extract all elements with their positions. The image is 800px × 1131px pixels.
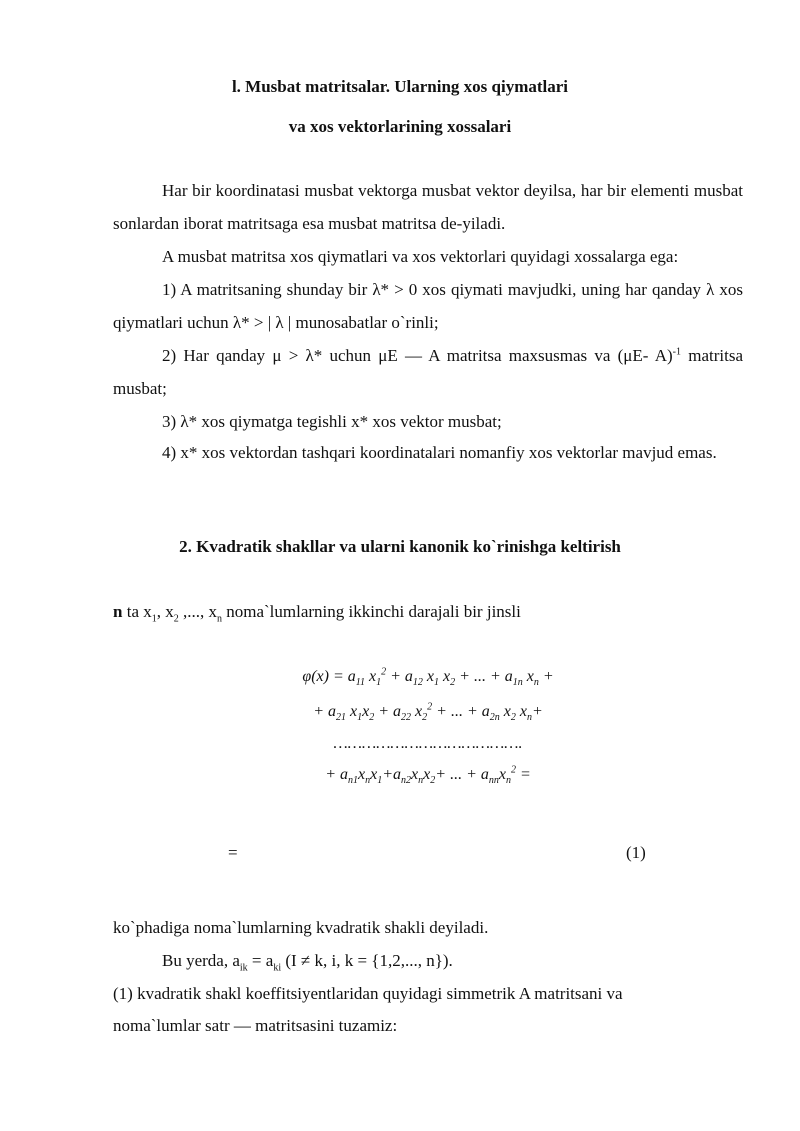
property-3: 3) λ* xos qiymatga tegishli x* xos vektor musbat; [162,412,502,431]
paragraph-matrix-line1: (1) kvadratik shakl koeffitsiyentlaridan quyidagi simmetrik A matritsani va [113,984,623,1003]
paragraph-definition-positive: Har bir koordinatasi musbat vektorga musbat vektor deyilsa, har bir elementi musbat sonlardan iborat matritsaga esa musbat matritsa de-yiladi. [113,181,743,233]
paragraph-where [162,951,453,974]
intro-rest: noma`lumlarning ikkinchi darajali bir jinsli [222,602,521,621]
section1-title-line1: l. Musbat matritsalar. Ularning xos qiymatlari [231,77,569,96]
intro-ta: ta x [122,602,152,621]
formula-dots: …………………………………. [333,735,523,752]
where-start: Bu yerda, a [162,951,240,970]
property-1: 1) A matritsaning shunday bir λ* > 0 xos qiymati mavjudki, uning har qanday λ xos qiymatlari uchun λ* > | λ | munosabatlar o`rinli; [113,280,743,332]
where-end: (I ≠ k, i, k = {1,2,..., n}). [281,951,453,970]
where-mid: = a [247,951,274,970]
sub-ki: ki [273,962,282,974]
formula-equals: = [228,843,238,862]
paragraph-quadratic-definition: ko`phadiga noma`lumlarning kvadratik shakli deyiladi. [113,918,489,937]
sub-ik: ik [239,962,248,974]
intro-line [113,602,521,625]
formula-line-1: $\varphi(x) = a_{11}$ $x_1^2 + a_{12}$ $x_1$ $x_2$ + ... + $a_{1n}$ $x_n$ + [302,666,554,689]
section2-title: 2. Kvadratik shakllar va ularni kanonik ko`rinishga keltirish [179,537,621,556]
paragraph-properties-intro: A musbat matritsa xos qiymatlari va xos vektorlari quyidagi xossalarga ega: [162,247,679,266]
property-4: 4) x* xos vektordan tashqari koordinatalari nomanfiy xos vektorlar mavjud emas. [162,443,717,462]
sub-1: 1 [151,613,157,625]
property-2-tail: matritsa musbat; [113,346,743,398]
equation-number: (1) [626,843,646,862]
property-2 [113,339,743,405]
formula-line-4: + $a_{n1}x_nx_1+a_{n2}x_nx_2+$ ... + $a_{nn}x_n^2$ = [325,764,531,787]
intro-comma-2: ,..., x [178,602,217,621]
formula-line-2: + $a_{21}$ $x_1x_2 + a_{22}$ $x_2^2$ + ... + $a_{2n}$ $x_2$ $x_n+$ [313,701,543,724]
inverse-exponent: -1 [672,346,682,358]
sub-2: 2 [173,613,179,625]
section1-title-line2: va xos vektorlarining xossalari [288,117,512,136]
sub-n: n [217,613,222,625]
paragraph-matrix-line2: noma`lumlar satr — matritsasini tuzamiz: [113,1016,398,1035]
property-2-text: 2) Har qanday μ > λ* uchun μE — A matritsa maxsusmas va (μE- A) [162,346,673,365]
intro-comma-1: , x [156,602,174,621]
intro-bold-n: n [113,602,123,621]
